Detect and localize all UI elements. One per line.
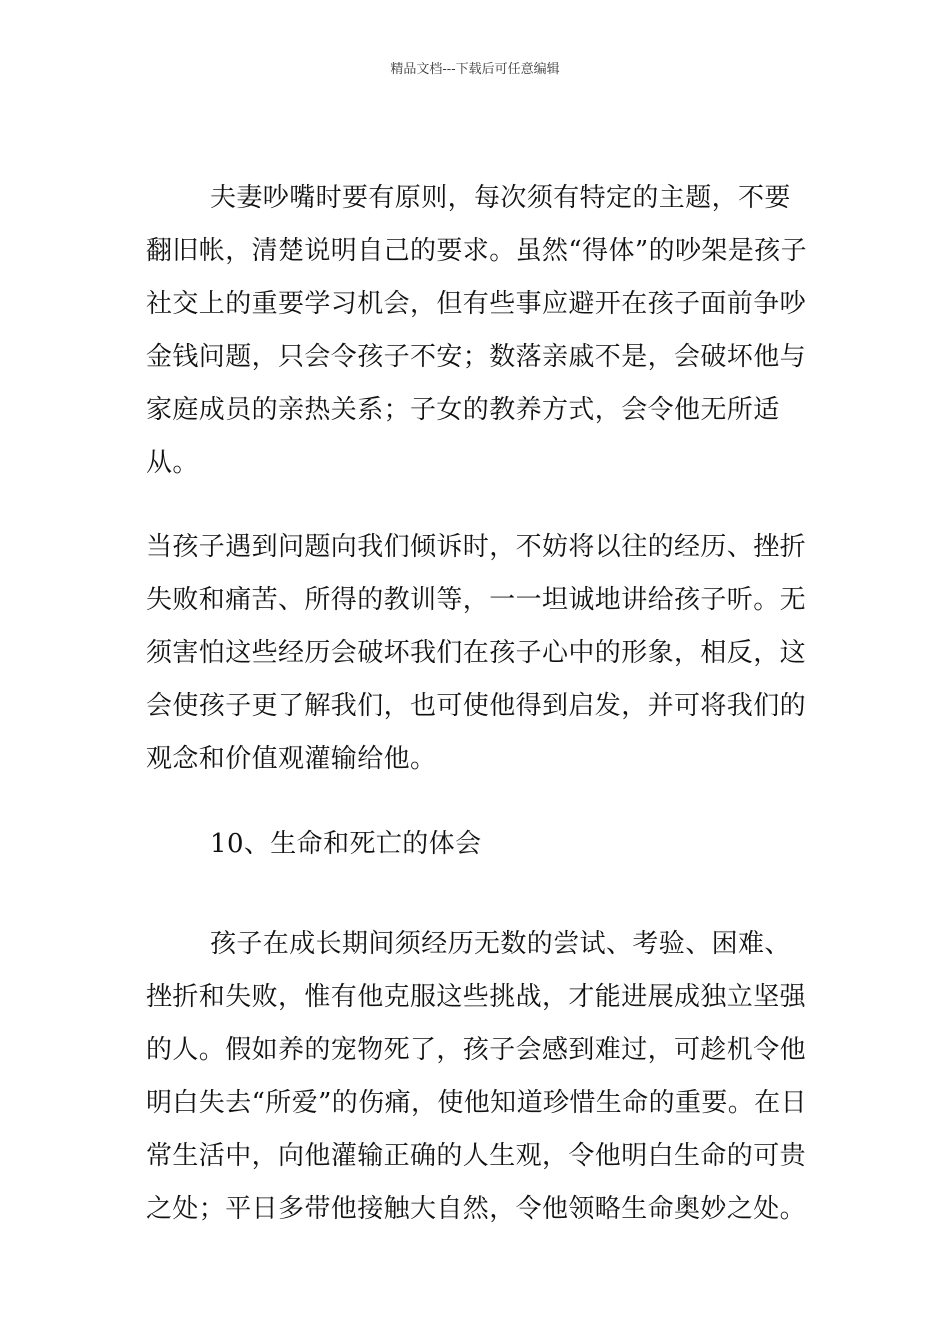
section-heading: 10、生命和死亡的体会: [210, 829, 482, 859]
page-header: 精品文档---下载后可任意编辑: [390, 62, 560, 77]
paragraph-quarrel-principles: 夫妻吵嘴时要有原则，每次须有特定的主题，不要翻旧帐，清楚说明自己的要求。虽然“得体”的吵架是孩子社交上的重要学习机会，但有些事应避开在孩子面前争吵金钱问题，只会令孩子不安；数落亲戚不是，会破坏他与家庭成员的亲热关系；子女的教养方式，会令他无所适从。: [146, 183, 807, 478]
paragraph-sharing-experiences: 当孩子遇到问题向我们倾诉时，不妨将以往的经历、挫折失败和痛苦、所得的教训等，一一坦诚地讲给孩子听。无须害怕这些经历会破坏我们在孩子心中的形象，相反，这会使孩子更了解我们，也可使他得到启发，并可将我们的观念和价值观灌输给他。: [146, 532, 807, 774]
paragraph-life-and-death: 孩子在成长期间须经历无数的尝试、考验、困难、挫折和失败，惟有他克服这些挑战，才能进展成独立坚强的人。假如养的宠物死了，孩子会感到难过，可趁机令他明白失去“所爱”的伤痛，使他知道珍惜生命的重要。在日常生活中，向他灌输正确的人生观，令他明白生命的可贵之处；平日多带他接触大自然，令他领略生命奥妙之处。: [146, 929, 807, 1224]
